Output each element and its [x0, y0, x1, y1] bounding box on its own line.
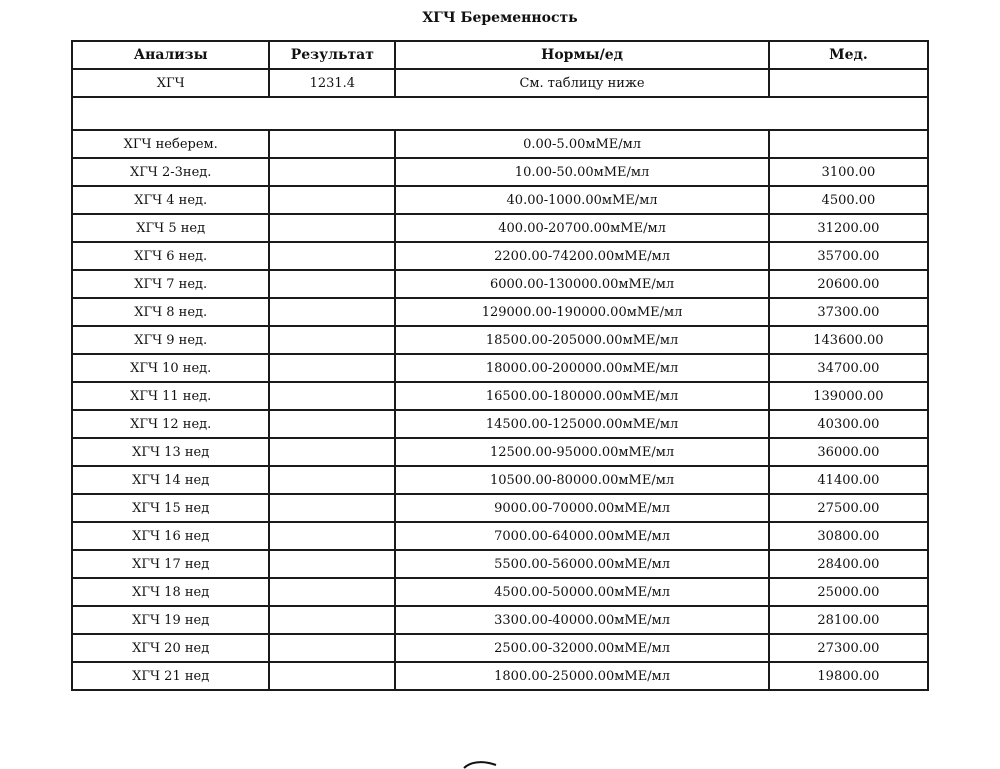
cell-analysis: ХГЧ 13 нед: [72, 438, 269, 466]
table-row: [72, 606, 928, 634]
cell-analysis: ХГЧ 10 нед.: [72, 354, 269, 382]
cell-med: 4500.00: [769, 186, 928, 214]
cell-analysis: ХГЧ 19 нед: [72, 606, 269, 634]
cell-med: 27500.00: [769, 494, 928, 522]
table-row: [72, 410, 928, 438]
header-analysis: Анализы: [72, 41, 269, 69]
cell-med: 28100.00: [769, 606, 928, 634]
cell-med: 30800.00: [769, 522, 928, 550]
cell-norm: 3300.00-40000.00мМЕ/мл: [395, 606, 769, 634]
cell-med: 28400.00: [769, 550, 928, 578]
cell-norm: 7000.00-64000.00мМЕ/мл: [395, 522, 769, 550]
table-row: [72, 158, 928, 186]
cell-norm: 12500.00-95000.00мМЕ/мл: [395, 438, 769, 466]
cell-result: [269, 270, 395, 298]
cell-analysis: ХГЧ 11 нед.: [72, 382, 269, 410]
cell-analysis: ХГЧ 20 нед: [72, 634, 269, 662]
cell-result: [269, 382, 395, 410]
cell-norm: 6000.00-130000.00мМЕ/мл: [395, 270, 769, 298]
table-header-row: [72, 41, 928, 69]
cell-med: 19800.00: [769, 662, 928, 690]
cell-analysis: ХГЧ 15 нед: [72, 494, 269, 522]
header-result: Результат: [269, 41, 395, 69]
cell-result: [269, 466, 395, 494]
cell-med: 20600.00: [769, 270, 928, 298]
cell-med: 143600.00: [769, 326, 928, 354]
cell-result: [269, 662, 395, 690]
table-row: [72, 214, 928, 242]
cell-norm: 40.00-1000.00мМЕ/мл: [395, 186, 769, 214]
cell-result: [269, 130, 395, 158]
cell-analysis: ХГЧ 21 нед: [72, 662, 269, 690]
cell-norm: 129000.00-190000.00мМЕ/мл: [395, 298, 769, 326]
cell-norm: 14500.00-125000.00мМЕ/мл: [395, 410, 769, 438]
cell-norm: 10.00-50.00мМЕ/мл: [395, 158, 769, 186]
cell-med: 34700.00: [769, 354, 928, 382]
cell-result: [269, 410, 395, 438]
table-row: [72, 522, 928, 550]
table-row: [72, 326, 928, 354]
cell-result: [269, 494, 395, 522]
table-row: [72, 242, 928, 270]
cell-norm: 18500.00-205000.00мМЕ/мл: [395, 326, 769, 354]
cell-analysis: ХГЧ 18 нед: [72, 578, 269, 606]
cell-analysis: ХГЧ 8 нед.: [72, 298, 269, 326]
cell-result: [269, 354, 395, 382]
cell-med: 41400.00: [769, 466, 928, 494]
cell-analysis: ХГЧ 4 нед.: [72, 186, 269, 214]
header-norm: Нормы/ед: [395, 41, 769, 69]
cell-result: [269, 186, 395, 214]
cell-result: [269, 326, 395, 354]
table-row: [72, 438, 928, 466]
header-med: Мед.: [769, 41, 928, 69]
cell-result: [269, 578, 395, 606]
cell-result: [269, 634, 395, 662]
cell-analysis: ХГЧ 12 нед.: [72, 410, 269, 438]
cell-norm: 400.00-20700.00мМЕ/мл: [395, 214, 769, 242]
cell-analysis: ХГЧ 17 нед: [72, 550, 269, 578]
table-row: [72, 494, 928, 522]
cell-norm: 2200.00-74200.00мМЕ/мл: [395, 242, 769, 270]
cell-result: [269, 242, 395, 270]
table-row: [72, 186, 928, 214]
cell-med: [769, 69, 928, 97]
spacer-cell: [72, 97, 928, 130]
table-row: [72, 270, 928, 298]
main-result-row: [72, 69, 928, 97]
table-row: [72, 298, 928, 326]
cell-norm: 1800.00-25000.00мМЕ/мл: [395, 662, 769, 690]
cell-med: [769, 130, 928, 158]
cell-analysis: ХГЧ 5 нед: [72, 214, 269, 242]
cell-med: 37300.00: [769, 298, 928, 326]
cell-norm: 9000.00-70000.00мМЕ/мл: [395, 494, 769, 522]
cell-med: 31200.00: [769, 214, 928, 242]
cell-result: [269, 158, 395, 186]
cell-med: 25000.00: [769, 578, 928, 606]
cell-norm: 0.00-5.00мМЕ/мл: [395, 130, 769, 158]
cell-analysis: ХГЧ 7 нед.: [72, 270, 269, 298]
cell-analysis: ХГЧ 16 нед: [72, 522, 269, 550]
cell-result: [269, 298, 395, 326]
document-title: ХГЧ Беременность: [422, 10, 578, 26]
cell-analysis: ХГЧ 2-3нед.: [72, 158, 269, 186]
cell-norm: 18000.00-200000.00мМЕ/мл: [395, 354, 769, 382]
cell-norm: 16500.00-180000.00мМЕ/мл: [395, 382, 769, 410]
cell-norm: 4500.00-50000.00мМЕ/мл: [395, 578, 769, 606]
cell-analysis: ХГЧ 9 нед.: [72, 326, 269, 354]
cell-analysis: ХГЧ: [72, 69, 269, 97]
cell-analysis: ХГЧ 6 нед.: [72, 242, 269, 270]
results-table: [71, 40, 929, 691]
table-row: [72, 634, 928, 662]
cell-result: [269, 522, 395, 550]
table-row: [72, 662, 928, 690]
cell-med: 40300.00: [769, 410, 928, 438]
table-row: [72, 130, 928, 158]
table-row: [72, 578, 928, 606]
cell-analysis: ХГЧ 14 нед: [72, 466, 269, 494]
cell-med: 36000.00: [769, 438, 928, 466]
cell-result: [269, 438, 395, 466]
cell-norm: 2500.00-32000.00мМЕ/мл: [395, 634, 769, 662]
cell-norm: См. таблицу ниже: [395, 69, 769, 97]
cell-med: 27300.00: [769, 634, 928, 662]
cell-med: 139000.00: [769, 382, 928, 410]
spacer-row: [72, 97, 928, 130]
cell-analysis: ХГЧ неберем.: [72, 130, 269, 158]
signature-mark: [462, 760, 498, 769]
cell-result: [269, 214, 395, 242]
table-row: [72, 550, 928, 578]
table-row: [72, 382, 928, 410]
cell-result: [269, 550, 395, 578]
cell-result: [269, 606, 395, 634]
cell-norm: 10500.00-80000.00мМЕ/мл: [395, 466, 769, 494]
cell-norm: 5500.00-56000.00мМЕ/мл: [395, 550, 769, 578]
table-row: [72, 354, 928, 382]
cell-result: 1231.4: [269, 69, 395, 97]
cell-med: 3100.00: [769, 158, 928, 186]
table-row: [72, 466, 928, 494]
cell-med: 35700.00: [769, 242, 928, 270]
